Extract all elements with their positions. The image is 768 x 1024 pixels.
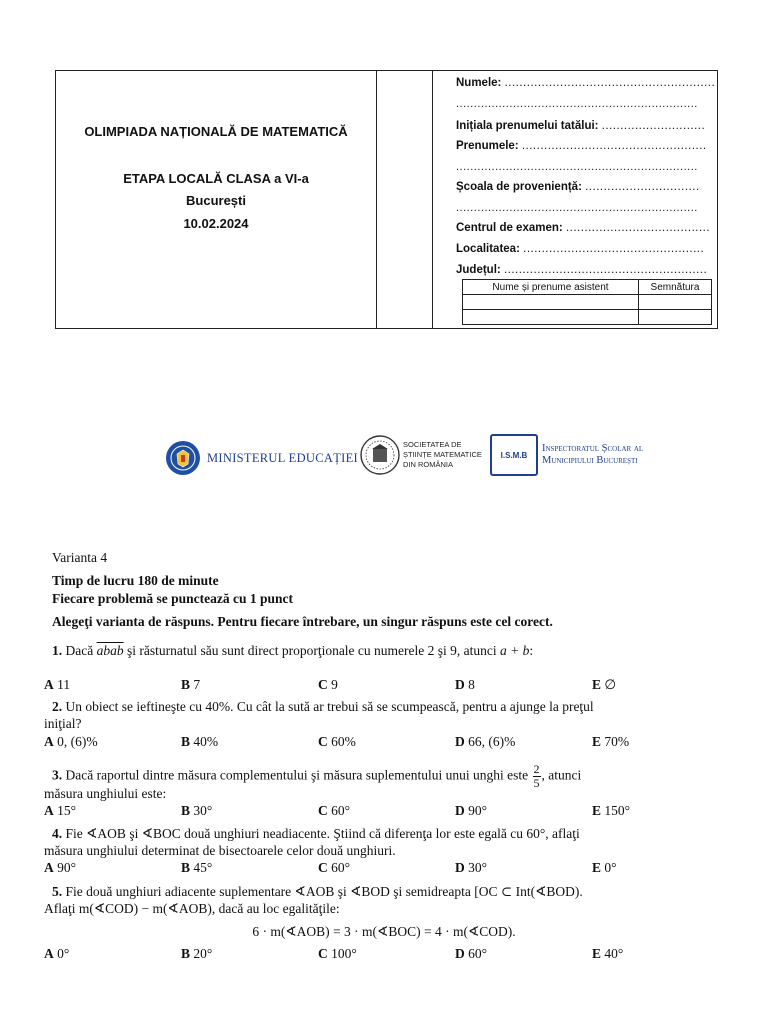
assistant-table: [462, 279, 712, 325]
surname-field[interactable]: Prenumele: ..................................................: [456, 140, 707, 152]
option-d[interactable]: D 66, (6)%: [455, 734, 516, 749]
option-c[interactable]: C 9: [318, 677, 338, 692]
father-initial-field[interactable]: Inițiala prenumelui tatălui: ............................: [456, 120, 706, 132]
problem-text: Dacă raportul dintre măsura complementului şi măsura suplementului unui unghi este: [65, 767, 529, 783]
signature-header: Semnătura: [639, 280, 712, 295]
county-field[interactable]: Județul: .......................................................: [456, 264, 708, 276]
problem-number: 1.: [52, 643, 63, 658]
option-d[interactable]: D 8: [455, 677, 475, 692]
society-name-line: DIN ROMÂNIA: [403, 460, 454, 469]
ministry-emblem-icon: [165, 440, 201, 476]
assistant-name-cell[interactable]: [463, 310, 639, 325]
time-info: Timp de lucru 180 de minute: [52, 573, 219, 588]
option-b[interactable]: B 20°: [181, 946, 213, 961]
city-label: București: [186, 193, 246, 208]
ministry-name: MINISTERUL EDUCAȚIEI: [207, 450, 359, 465]
instructions: Alegeţi varianta de răspuns. Pentru fiecare întrebare, un singur răspuns este cel corect.: [52, 614, 553, 629]
problem-2-text: [52, 699, 594, 715]
option-e[interactable]: E 40°: [592, 946, 624, 961]
option-e[interactable]: E 70%: [592, 734, 630, 749]
assistant-name-cell[interactable]: [463, 295, 639, 310]
option-e[interactable]: E ∅: [592, 677, 617, 692]
school-field-continuation[interactable]: ....................................................................: [456, 202, 698, 214]
signature-cell[interactable]: [639, 310, 712, 325]
math-overline: abab: [96, 643, 124, 658]
score-info: Fiecare problemă se punctează cu 1 punct: [52, 591, 293, 606]
logo-strip: [165, 432, 645, 482]
option-a[interactable]: A 15°: [44, 803, 77, 818]
option-b[interactable]: B 45°: [181, 860, 213, 875]
option-b[interactable]: B 40%: [181, 734, 219, 749]
option-b[interactable]: B 30°: [181, 803, 213, 818]
problem-text: , atunci: [541, 767, 582, 783]
olympiad-title: OLIMPIADA NAȚIONALĂ DE MATEMATICĂ: [84, 124, 348, 139]
date-label: 10.02.2024: [183, 216, 249, 231]
problem-text: :: [529, 643, 534, 658]
problem-text: şi răsturnatul său sunt direct proporţionale cu numerele 2 şi 9, atunci: [126, 643, 497, 658]
stage-title: ETAPA LOCALĂ CLASA a VI-a: [123, 171, 309, 186]
problem-5-text-cont: Aflaţi m(∢COD) − m(∢AOB), dacă au loc egalităţile:: [44, 901, 340, 916]
problem-text: Dacă: [65, 643, 94, 658]
problem-1-text: [52, 643, 533, 659]
problem-text: Fie două unghiuri adiacente suplementare ∢AOB şi ∢BOD şi semidreapta [OC ⊂ Int(∢BOD).: [65, 884, 583, 899]
header-divider: [376, 71, 377, 328]
option-a[interactable]: A 0°: [44, 946, 70, 961]
assistant-name-header: Nume și prenume asistent: [463, 280, 639, 295]
school-field[interactable]: Școala de proveniență: ...............................: [456, 181, 700, 193]
problem-5-equation: 6 · m(∢AOB) = 3 · m(∢BOC) = 4 · m(∢COD).: [252, 924, 516, 939]
option-a[interactable]: A 11: [44, 677, 71, 692]
problem-number: 3.: [52, 767, 63, 783]
problem-2-text-cont: iniţial?: [44, 716, 82, 731]
society-name-line: SOCIETATEA DE: [403, 440, 462, 449]
ismb-name-line: Inspectoratul Școlar al: [542, 443, 644, 454]
option-a[interactable]: A 0, (6)%: [44, 734, 98, 749]
option-d[interactable]: D 90°: [455, 803, 488, 818]
society-logo: [360, 435, 482, 475]
option-e[interactable]: E 150°: [592, 803, 631, 818]
locality-field[interactable]: Localitatea: .................................................: [456, 243, 705, 255]
option-e[interactable]: E 0°: [592, 860, 617, 875]
exam-center-field[interactable]: Centrul de examen: .......................................: [456, 222, 711, 234]
option-a[interactable]: A 90°: [44, 860, 77, 875]
problem-text: Fie ∢AOB şi ∢BOC două unghiuri neadiacente. Ştiind că diferenţa lor este egală cu 60°, aflaţi: [65, 826, 580, 841]
option-c[interactable]: C 100°: [318, 946, 357, 961]
ministry-logo: [165, 440, 358, 476]
option-c[interactable]: C 60°: [318, 860, 351, 875]
problem-4-text-cont: măsura unghiului determinat de bisectoarele celor două unghiuri.: [44, 843, 396, 858]
option-c[interactable]: C 60°: [318, 803, 351, 818]
option-b[interactable]: B 7: [181, 677, 201, 692]
society-seal-icon: [360, 435, 400, 475]
ismb-name-line: Municipiului București: [542, 455, 638, 466]
problem-number: 5.: [52, 884, 63, 899]
society-name-line: ȘTIINȚE MATEMATICE: [403, 450, 482, 459]
ismb-badge: I.S.M.B: [490, 434, 538, 476]
variant-label: Varianta 4: [52, 550, 108, 565]
problem-4-text: [52, 826, 580, 842]
option-d[interactable]: D 30°: [455, 860, 488, 875]
name-field[interactable]: Numele: .........................................................: [456, 77, 716, 89]
surname-field-continuation[interactable]: ....................................................................: [456, 161, 698, 173]
problem-number: 2.: [52, 699, 63, 714]
header-box: [55, 70, 718, 329]
problem-5-text: [52, 884, 583, 900]
option-d[interactable]: D 60°: [455, 946, 488, 961]
math-expression: a + b: [500, 643, 530, 658]
header-divider: [432, 71, 433, 328]
name-field-continuation[interactable]: ....................................................................: [456, 98, 698, 110]
problem-number: 4.: [52, 826, 63, 841]
ismb-logo: [490, 434, 643, 476]
problem-3-text-cont: măsura unghiului este:: [44, 786, 167, 801]
problem-text: Un obiect se ieftineşte cu 40%. Cu cât la sută ar trebui să se scumpească, pentru a ajunge la preţul: [65, 699, 594, 714]
signature-cell[interactable]: [639, 295, 712, 310]
option-c[interactable]: C 60%: [318, 734, 356, 749]
fraction: $\frac{2}{5}$: [533, 762, 540, 790]
